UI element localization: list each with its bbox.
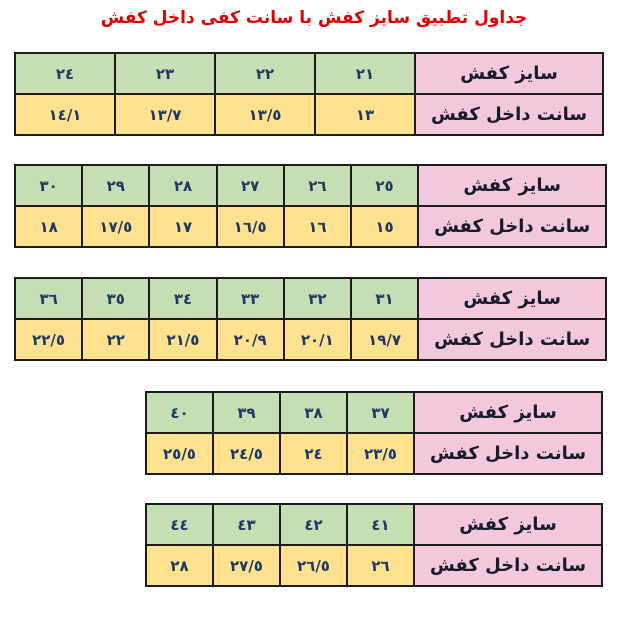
insole-cm-cell-value: ٢٦/٥ [297, 556, 330, 575]
insole-cm-cell-value: ٢٥/٥ [163, 444, 196, 463]
shoe-size-cell [284, 278, 351, 319]
insole-cm-cell-value: ١٨ [39, 217, 58, 236]
insole-cm-cell-value: ١٥ [375, 217, 394, 236]
row-label-shoe-size: سایز کفش [415, 53, 603, 94]
insole-cm-cell-value: ٢٠/٩ [233, 330, 267, 349]
shoe-size-cell [280, 392, 347, 433]
shoe-size-cell-value: ٤٣ [237, 515, 256, 534]
shoe-size-cell-value: ٣٣ [241, 289, 260, 308]
insole-cm-cell-value: ٢١/٥ [166, 330, 200, 349]
shoe-size-cell [347, 504, 414, 545]
insole-cm-cell [15, 206, 82, 247]
shoe-size-cell-value: ٣٨ [304, 403, 323, 422]
table-row [15, 94, 603, 135]
row-label-shoe-size: سایز کفش [418, 278, 606, 319]
shoe-size-cell [82, 278, 149, 319]
shoe-size-cell-value: ٣٤ [173, 289, 193, 308]
insole-cm-cell-value: ١٤/١ [48, 105, 82, 124]
table-row [15, 53, 603, 94]
table-row [146, 545, 602, 586]
shoe-size-cell [215, 53, 315, 94]
insole-cm-cell [213, 433, 280, 474]
row-label-shoe-size: سایز کفش [414, 504, 602, 545]
insole-cm-cell [280, 433, 347, 474]
shoe-size-cell [15, 165, 82, 206]
table-row [146, 504, 602, 545]
shoe-size-cell [217, 278, 284, 319]
shoe-size-cell [149, 165, 216, 206]
shoe-size-cell [284, 165, 351, 206]
shoe-size-cell [15, 53, 115, 94]
insole-cm-cell [15, 94, 115, 135]
shoe-size-cell-value: ٣٢ [308, 289, 327, 308]
insole-cm-cell [280, 545, 347, 586]
insole-cm-cell [115, 94, 215, 135]
shoe-size-cell-value: ٣٩ [237, 403, 256, 422]
insole-cm-cell [146, 433, 213, 474]
insole-cm-cell [149, 206, 216, 247]
shoe-size-cell-value: ٢٢ [255, 64, 275, 83]
insole-cm-cell-value: ١٦ [308, 217, 327, 236]
row-label-insole-cm: سانت داخل کفش [418, 319, 606, 360]
shoe-size-cell-value: ٣٠ [39, 176, 58, 195]
row-label-insole-cm: سانت داخل کفش [414, 545, 602, 586]
insole-cm-cell-value: ٢٠/١ [300, 330, 334, 349]
insole-cm-cell [284, 319, 351, 360]
shoe-size-cell [15, 278, 82, 319]
table-row [15, 319, 606, 360]
table-row [15, 165, 606, 206]
insole-cm-cell [347, 545, 414, 586]
insole-cm-cell-value: ١٩/٧ [368, 330, 401, 349]
table-row [146, 433, 602, 474]
shoe-size-cell [149, 278, 216, 319]
shoe-size-cell [146, 392, 213, 433]
shoe-size-cell-value: ٢٣ [155, 64, 175, 83]
insole-cm-cell-value: ١٣/٧ [148, 105, 182, 124]
shoe-size-cell-value: ٢٧ [241, 176, 260, 195]
shoe-size-cell [351, 165, 418, 206]
shoe-size-cell-value: ٣٦ [39, 289, 58, 308]
shoe-size-cell-value: ٢٤ [55, 64, 75, 83]
insole-cm-cell [351, 206, 418, 247]
table-row [15, 206, 606, 247]
shoe-size-cell-value: ٣٧ [371, 403, 390, 422]
table-row [15, 278, 606, 319]
insole-cm-cell [215, 94, 315, 135]
insole-cm-cell-value: ٢٧/٥ [230, 556, 263, 575]
shoe-size-cell [115, 53, 215, 94]
insole-cm-cell [15, 319, 82, 360]
row-label-shoe-size: سایز کفش [414, 392, 602, 433]
shoe-size-cell [213, 504, 280, 545]
insole-cm-cell [82, 319, 149, 360]
shoe-size-cell [82, 165, 149, 206]
insole-cm-cell-value: ٢٢ [106, 330, 125, 349]
shoe-size-cell [280, 504, 347, 545]
insole-cm-cell-value: ١٧ [173, 217, 193, 236]
insole-cm-cell-value: ١٧/٥ [99, 217, 133, 236]
size-table-2 [14, 164, 607, 248]
insole-cm-cell-value: ٢٤/٥ [230, 444, 263, 463]
shoe-size-cell-value: ٢٩ [106, 176, 125, 195]
insole-cm-cell-value: ١٦/٥ [233, 217, 267, 236]
insole-cm-cell [149, 319, 216, 360]
insole-cm-cell [217, 319, 284, 360]
insole-cm-cell [217, 206, 284, 247]
shoe-size-cell [217, 165, 284, 206]
size-table-1 [14, 52, 604, 136]
row-label-shoe-size: سایز کفش [418, 165, 606, 206]
shoe-size-cell [351, 278, 418, 319]
shoe-size-cell [146, 504, 213, 545]
insole-cm-cell [146, 545, 213, 586]
shoe-size-cell-value: ٢٨ [173, 176, 193, 195]
shoe-size-cell-value: ٢٥ [375, 176, 394, 195]
insole-cm-cell [82, 206, 149, 247]
shoe-size-cell-value: ٣٥ [106, 289, 125, 308]
shoe-size-cell-value: ٣١ [375, 289, 394, 308]
insole-cm-cell-value: ٢٤ [304, 444, 323, 463]
insole-cm-cell-value: ١٣/٥ [248, 105, 282, 124]
insole-cm-cell-value: ٢٨ [170, 556, 189, 575]
insole-cm-cell [351, 319, 418, 360]
insole-cm-cell-value: ١٣ [355, 105, 375, 124]
insole-cm-cell-value: ٢٦ [371, 556, 390, 575]
shoe-size-cell-value: ٤١ [371, 515, 390, 534]
page-title: جداول تطبیق سایز کفش با سانت کفی داخل کفش [100, 8, 528, 28]
insole-cm-cell-value: ٢٣/٥ [364, 444, 397, 463]
shoe-size-cell-value: ٢١ [355, 64, 375, 83]
insole-cm-cell [347, 433, 414, 474]
size-table-3 [14, 277, 607, 361]
size-table-5 [145, 503, 603, 587]
size-table-4 [145, 391, 603, 475]
insole-cm-cell [213, 545, 280, 586]
shoe-size-cell [347, 392, 414, 433]
shoe-size-cell-value: ٢٦ [308, 176, 327, 195]
shoe-size-cell-value: ٤٤ [170, 515, 189, 534]
insole-cm-cell [315, 94, 415, 135]
shoe-size-cell-value: ٤٠ [170, 403, 189, 422]
row-label-insole-cm: سانت داخل کفش [415, 94, 603, 135]
insole-cm-cell [284, 206, 351, 247]
shoe-size-cell-value: ٤٢ [304, 515, 323, 534]
row-label-insole-cm: سانت داخل کفش [418, 206, 606, 247]
table-row [146, 392, 602, 433]
shoe-size-cell [213, 392, 280, 433]
row-label-insole-cm: سانت داخل کفش [414, 433, 602, 474]
shoe-size-cell [315, 53, 415, 94]
insole-cm-cell-value: ٢٢/٥ [32, 330, 66, 349]
